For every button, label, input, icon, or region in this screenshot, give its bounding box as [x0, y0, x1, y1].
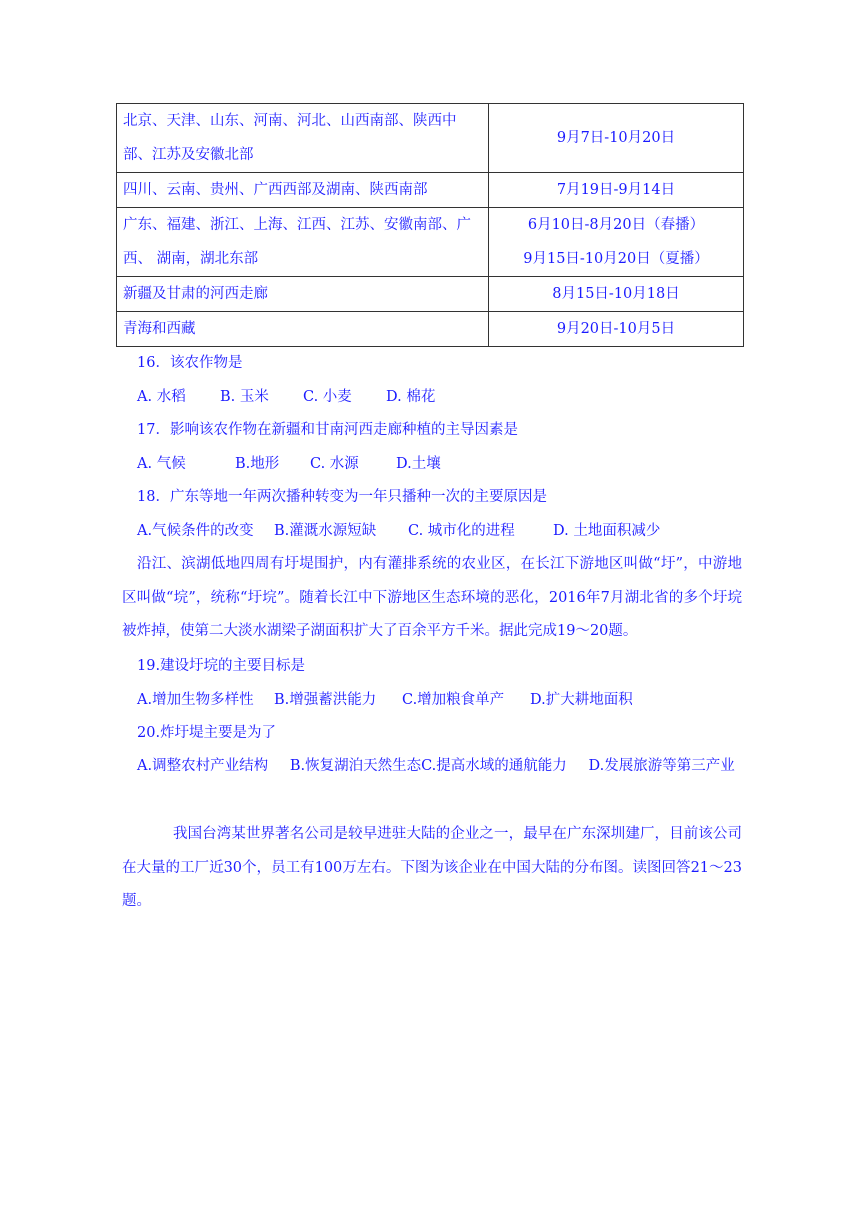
question-20-stem: 20.炸圩堤主要是为了 — [137, 725, 277, 741]
time-cell: 9月20日-10月5日 — [489, 312, 744, 347]
option-c[interactable]: C. 城市化的进程 — [408, 523, 515, 539]
region-cell: 新疆及甘肃的河西走廊 — [117, 277, 489, 312]
passage-taiwan-company: 我国台湾某世界著名公司是较早进驻大陆的企业之一，最早在广东深圳建厂，目前该公司在大量的工厂近30个，员工有100万左右。下图为该企业在中国大陆的分布图。读图回答21～23题。 — [122, 826, 742, 909]
option-c[interactable]: C. 水源 — [310, 456, 359, 472]
question-19-options — [137, 690, 633, 710]
option-a[interactable]: A.调整农村产业结构 — [137, 758, 269, 774]
question-16-options — [137, 387, 435, 407]
option-c[interactable]: C. 小麦 — [303, 389, 352, 405]
time-summer: 9月15日-10月20日（夏播） — [523, 251, 709, 267]
region-cell: 四川、云南、贵州、广西西部及湖南、陕西南部 — [117, 173, 489, 208]
time-cell — [489, 208, 744, 277]
option-a[interactable]: A.气候条件的改变 — [137, 523, 254, 539]
question-18-stem: 18．广东等地一年两次播种转变为一年只播种一次的主要原因是 — [137, 489, 547, 505]
option-c[interactable]: C.提高水域的通航能力 — [421, 758, 567, 774]
region-cell: 北京、天津、山东、河南、河北、山西南部、陕西中部、江苏及安徽北部 — [117, 104, 489, 173]
option-b[interactable]: B.地形 — [235, 456, 280, 472]
option-a[interactable]: A. 气候 — [137, 456, 186, 472]
table-row — [117, 312, 744, 347]
table-row — [117, 208, 744, 277]
option-b[interactable]: B. 玉米 — [220, 389, 269, 405]
table-row — [117, 104, 744, 173]
question-18-options — [137, 521, 660, 541]
table-row — [117, 277, 744, 312]
time-cell: 7月19日-9月14日 — [489, 173, 744, 208]
option-d[interactable]: D.扩大耕地面积 — [530, 692, 633, 708]
passage-wei-yuan: 沿江、滨湖低地四周有圩堤围护，内有灌排系统的农业区，在长江下游地区叫做“圩”，中游地区叫做“垸”，统称“圩垸”。随着长江中下游地区生态环境的恶化，2016年7月湖北省的多个圩垸被炸掉，使第二大淡水湖梁子湖面积扩大了百余平方千米。据此完成19～20题。 — [122, 556, 742, 639]
time-spring: 6月10日-8月20日（春播） — [527, 217, 705, 233]
time-cell: 8月15日-10月18日 — [489, 277, 744, 312]
option-a[interactable]: A.增加生物多样性 — [137, 692, 254, 708]
region-cell: 青海和西藏 — [117, 312, 489, 347]
question-17-stem: 17．影响该农作物在新疆和甘南河西走廊种植的主导因素是 — [137, 422, 518, 438]
region-cell: 广东、福建、浙江、上海、江西、江苏、安徽南部、广西、 湖南，湖北东部 — [117, 208, 489, 277]
option-d[interactable]: D. 棉花 — [386, 389, 436, 405]
table-row — [117, 173, 744, 208]
option-d[interactable]: D.发展旅游等第三产业 — [588, 758, 735, 774]
option-a[interactable]: A. 水稻 — [137, 389, 186, 405]
option-c[interactable]: C.增加粮食单产 — [402, 692, 505, 708]
option-d[interactable]: D.土壤 — [396, 456, 441, 472]
option-b[interactable]: B.增强蓄洪能力 — [274, 692, 377, 708]
option-b[interactable]: B.灌溉水源短缺 — [274, 523, 377, 539]
option-d[interactable]: D. 土地面积减少 — [553, 523, 661, 539]
time-cell: 9月7日-10月20日 — [489, 104, 744, 173]
question-16-stem: 16．该农作物是 — [137, 355, 243, 371]
question-20-options — [122, 750, 742, 784]
question-19-stem: 19.建设圩垸的主要目标是 — [137, 658, 306, 674]
sowing-time-table — [116, 103, 744, 347]
question-17-options — [137, 454, 441, 474]
option-b[interactable]: B.恢复湖泊天然生态 — [289, 758, 422, 774]
